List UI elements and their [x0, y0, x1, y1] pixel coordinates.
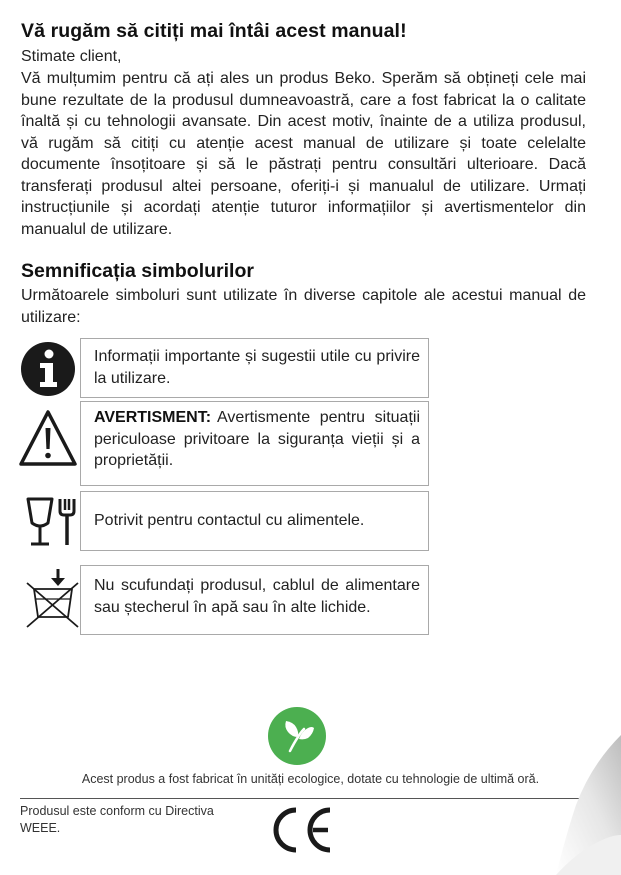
symbol-row-info	[80, 338, 429, 398]
symbol-row-no-immersion	[80, 565, 429, 635]
intro-paragraph: Vă mulțumim pentru că ați ales un produs Beko. Sperăm să obțineți cele mai bune rezultate de la produsul dumneavoastră, care a fost fabricat la o calitate înaltă și cu tehnologii avansate. Din acest motiv, înainte de a utiliza produsul, vă rugăm să citiți cu atenție acest manual de utilizare și toate celelalte documente însoțitoare și să le păstrați pentru consultări ulterioare. Dacă transferați produsul altei persoane, oferiți-i și manualul de utilizare. Urmați instrucțiunile și acordați atenție tuturor informațiilor și avertismentelor din manualul de utilizare.	[21, 70, 586, 238]
symbol-row-warning	[80, 401, 429, 486]
page-curl-decoration	[521, 735, 621, 875]
symbol-description: Nu scufundați produsul, cablul de alimentare sau ștecherul în apă sau în alte lichide.	[94, 577, 420, 616]
no-immersion-icon	[22, 567, 80, 629]
symbols-section-title: Semnificația simbolurilor	[21, 260, 254, 282]
symbol-row-food-contact	[80, 491, 429, 551]
greeting-text: Stimate client,	[21, 48, 122, 65]
symbols-intro-paragraph: Următoarele simboluri sunt utilizate în diverse capitole ale acestui manual de utilizare:	[21, 287, 586, 326]
eco-leaf-icon	[268, 707, 326, 765]
ce-mark-icon	[266, 805, 338, 855]
food-contact-icon	[22, 493, 80, 551]
info-icon	[18, 339, 78, 399]
page-title: Vă rugăm să citiți mai întâi acest manual!	[21, 20, 407, 42]
symbol-description: Potrivit pentru contactul cu alimentele.	[94, 512, 365, 529]
symbol-description: Avertismente pentru situații periculoase privitoare la siguranța vieții și a proprietății.	[94, 409, 420, 469]
symbol-description: Informații importante și sugestii utile cu privire la utilizare.	[94, 348, 420, 387]
warning-label: AVERTISMENT:	[94, 409, 212, 426]
weee-compliance-note: Produsul este conform cu Directiva WEEE.	[20, 804, 214, 835]
warning-icon	[18, 408, 78, 468]
eco-manufacturing-note: Acest produs a fost fabricat în unități ecologice, dotate cu tehnologie de ultimă oră.	[81, 772, 540, 786]
footer-divider	[20, 798, 580, 799]
